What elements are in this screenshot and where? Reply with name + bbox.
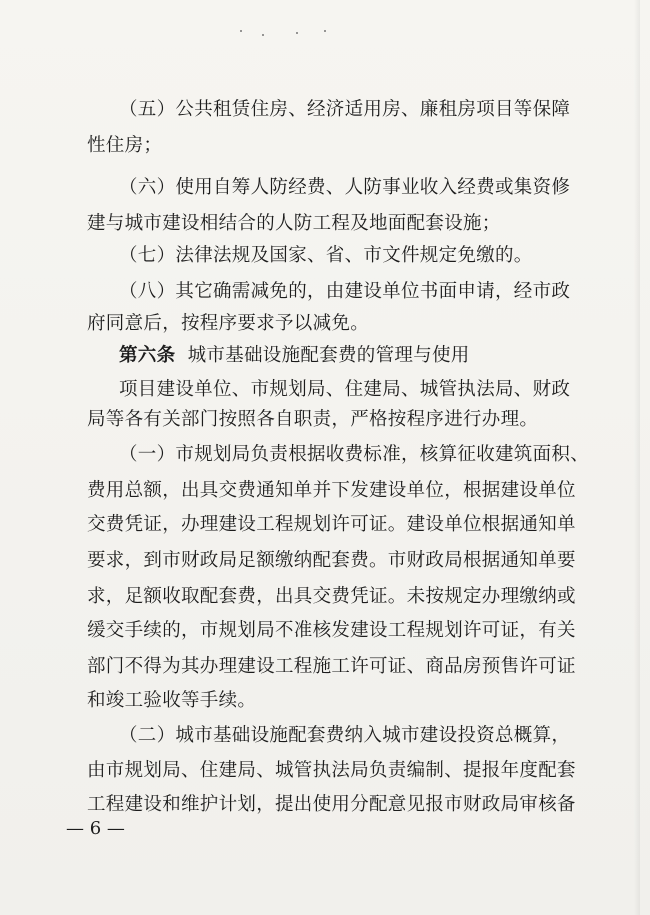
item-2-line-1: （二）城市基础设施配套费纳入城市建设投资总概算， [119, 725, 571, 746]
article-heading [119, 341, 470, 367]
intro-line-1: 项目建设单位、市规划局、住建局、城管执法局、财政 [119, 379, 571, 400]
item-2-line-2: 由市规划局、住建局、城管执法局负责编制、提报年度配套 [87, 760, 576, 781]
page-edge-shadow [634, 0, 640, 915]
item-1-line-5: 求，足额收取配套费，出具交费凭证。未按规定办理缴纳或 [87, 586, 576, 607]
item-1-line-3: 交费凭证，办理建设工程规划许可证。建设单位根据通知单 [87, 514, 576, 535]
item-1-line-8: 和竣工验收等手续。 [87, 690, 257, 711]
page-number: — 6 — [66, 818, 125, 839]
clause-8-line-1: （八）其它确需减免的，由建设单位书面申请，经市政 [119, 281, 571, 302]
article-label: 第六条 [119, 345, 176, 366]
clause-5-line-2: 性住房； [87, 135, 163, 156]
scan-speck [324, 30, 326, 32]
item-1-line-1: （一）市规划局负责根据收费标准，核算征收建筑面积、 [119, 444, 590, 465]
item-2-line-3: 工程建设和维护计划，提出使用分配意见报市财政局审核备 [87, 794, 576, 815]
item-1-line-2: 费用总额，出具交费通知单并下发建设单位，根据建设单位 [87, 480, 576, 501]
clause-8-line-2: 府同意后，按程序要求予以减免。 [87, 313, 370, 334]
item-1-line-4: 要求，到市财政局足额缴纳配套费。市财政局根据通知单要 [87, 550, 576, 571]
clause-6-line-1: （六）使用自筹人防经费、人防事业收入经费或集资修 [119, 177, 571, 198]
clause-5-line-1: （五）公共租赁住房、经济适用房、廉租房项目等保障 [119, 99, 571, 120]
article-title: 城市基础设施配套费的管理与使用 [187, 345, 470, 366]
clause-7-line-1: （七）法律法规及国家、省、市文件规定免缴的。 [119, 245, 533, 266]
scan-speck [262, 34, 264, 36]
intro-line-2: 局等各有关部门按照各自职责，严格按程序进行办理。 [87, 409, 539, 430]
scan-speck [240, 30, 242, 32]
item-1-line-7: 部门不得为其办理建设工程施工许可证、商品房预售许可证 [87, 656, 576, 677]
scan-speck [296, 32, 298, 34]
clause-6-line-2: 建与城市建设相结合的人防工程及地面配套设施； [87, 213, 501, 234]
item-1-line-6: 缓交手续的，市规划局不准核发建设工程规划许可证，有关 [87, 620, 576, 641]
